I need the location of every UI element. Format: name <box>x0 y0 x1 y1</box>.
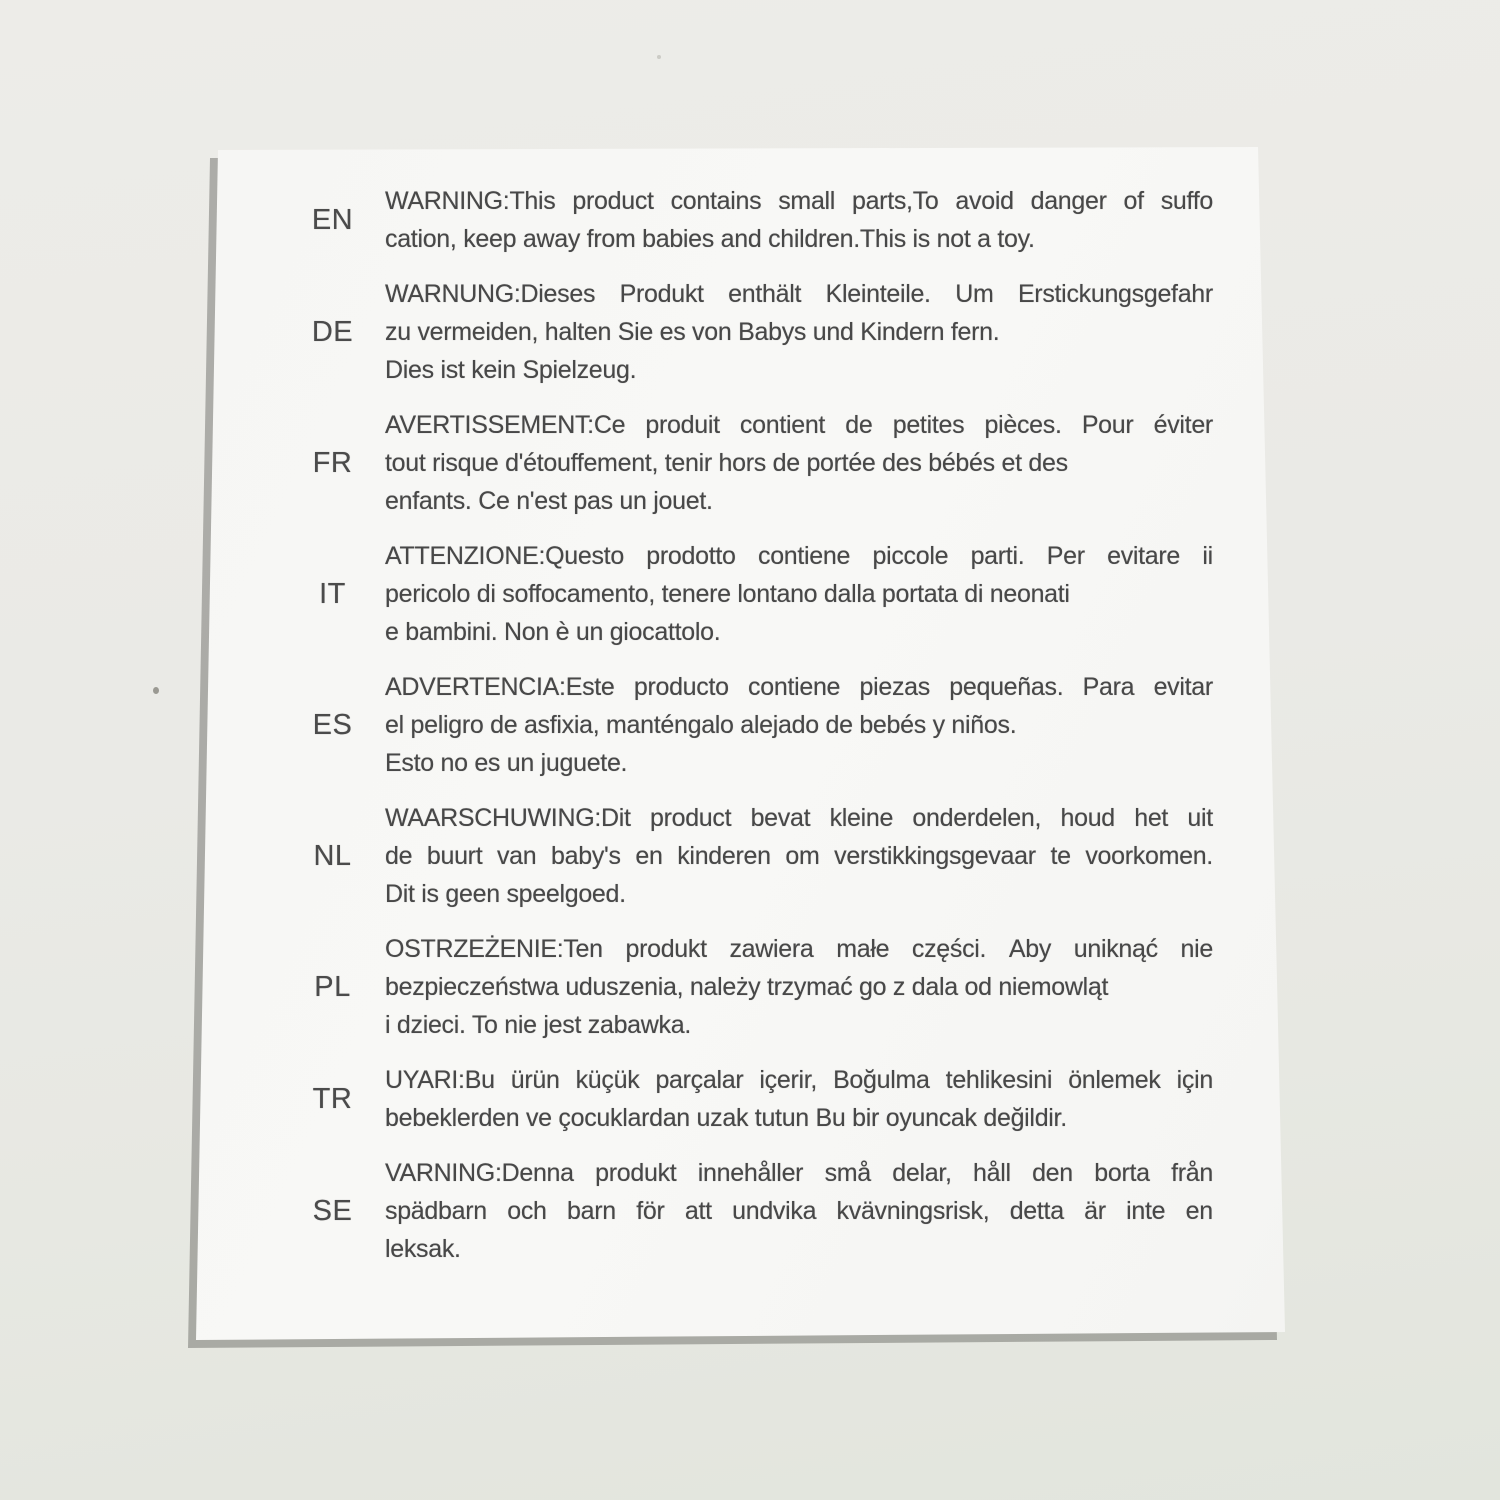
warning-line: e bambini. Non è un giocattolo. <box>385 618 721 646</box>
language-block-en <box>206 182 1213 258</box>
language-block-it <box>206 537 1213 651</box>
warning-line: enfants. Ce n'est pas un jouet. <box>385 487 713 515</box>
dust-speck <box>657 55 661 59</box>
warning-line: spädbarn och barn för att undvika kvävningsrisk, detta är inte en <box>385 1197 1213 1225</box>
language-code-cell <box>206 1154 385 1268</box>
language-code-cell <box>206 275 385 389</box>
warning-line: WARNING:This product contains small parts,To avoid danger of suffo <box>385 187 1213 215</box>
warning-line: WARNUNG:Dieses Produkt enthält Kleinteile. Um Erstickungsgefahr <box>385 280 1213 308</box>
language-code-cell <box>206 406 385 520</box>
warning-line: bebeklerden ve çocuklardan uzak tutun Bu bir oyuncak değildir. <box>385 1104 1067 1132</box>
warning-text <box>385 930 1213 1044</box>
warning-line: leksak. <box>385 1235 461 1263</box>
warning-line: Dit is geen speelgoed. <box>385 880 626 908</box>
language-code-cell <box>206 182 385 258</box>
warning-line: tout risque d'étouffement, tenir hors de portée des bébés et des <box>385 449 1068 477</box>
warning-line: de buurt van baby's en kinderen om verstikkingsgevaar te voorkomen. <box>385 842 1213 870</box>
warning-text <box>385 537 1213 651</box>
warning-line: zu vermeiden, halten Sie es von Babys und Kindern fern. <box>385 318 1000 346</box>
warning-line: ADVERTENCIA:Este producto contiene piezas pequeñas. Para evitar <box>385 673 1213 701</box>
warning-line: WAARSCHUWING:Dit product bevat kleine onderdelen, houd het uit <box>385 804 1213 832</box>
language-block-fr <box>206 406 1213 520</box>
warning-text <box>385 799 1213 913</box>
warning-line: i dzieci. To nie jest zabawka. <box>385 1011 691 1039</box>
language-code-cell <box>206 930 385 1044</box>
language-block-es <box>206 668 1213 782</box>
warning-line: cation, keep away from babies and children.This is not a toy. <box>385 225 1035 253</box>
language-code: TR <box>312 1082 353 1115</box>
warning-line: VARNING:Denna produkt innehåller små delar, håll den borta från <box>385 1159 1213 1187</box>
warning-text <box>385 275 1213 389</box>
language-block-se <box>206 1154 1213 1268</box>
language-code: NL <box>313 839 352 872</box>
language-code: FR <box>312 446 353 479</box>
warning-blocks <box>206 182 1213 1268</box>
warning-line: pericolo di soffocamento, tenere lontano dalla portata di neonati <box>385 580 1070 608</box>
warning-text <box>385 182 1213 258</box>
language-code-cell <box>206 537 385 651</box>
language-code: SE <box>312 1194 353 1227</box>
warning-line: UYARI:Bu ürün küçük parçalar içerir, Boğulma tehlikesini önlemek için <box>385 1066 1213 1094</box>
warning-text <box>385 1061 1213 1137</box>
language-code: EN <box>311 203 354 236</box>
warning-line: OSTRZEŻENIE:Ten produkt zawiera małe części. Aby uniknąć nie <box>385 935 1213 963</box>
warning-line: bezpieczeństwa uduszenia, należy trzymać go z dala od niemowląt <box>385 973 1109 1001</box>
language-block-tr <box>206 1061 1213 1137</box>
warning-line: Esto no es un juguete. <box>385 749 628 777</box>
language-code: PL <box>314 970 351 1003</box>
language-code: ES <box>312 708 353 741</box>
warning-text <box>385 1154 1213 1268</box>
warning-line: ATTENZIONE:Questo prodotto contiene piccole parti. Per evitare ii <box>385 542 1213 570</box>
warning-text <box>385 668 1213 782</box>
language-code-cell <box>206 799 385 913</box>
language-block-nl <box>206 799 1213 913</box>
warning-line: el peligro de asfixia, manténgalo alejado de bebés y niños. <box>385 711 1017 739</box>
warning-text <box>385 406 1213 520</box>
warning-line: AVERTISSEMENT:Ce produit contient de petites pièces. Pour éviter <box>385 411 1213 439</box>
warning-line: Dies ist kein Spielzeug. <box>385 356 637 384</box>
language-code-cell <box>206 668 385 782</box>
language-code-cell <box>206 1061 385 1137</box>
language-block-pl <box>206 930 1213 1044</box>
language-code: DE <box>311 315 354 348</box>
dust-speck <box>153 687 159 694</box>
language-code: IT <box>319 577 346 610</box>
language-block-de <box>206 275 1213 389</box>
